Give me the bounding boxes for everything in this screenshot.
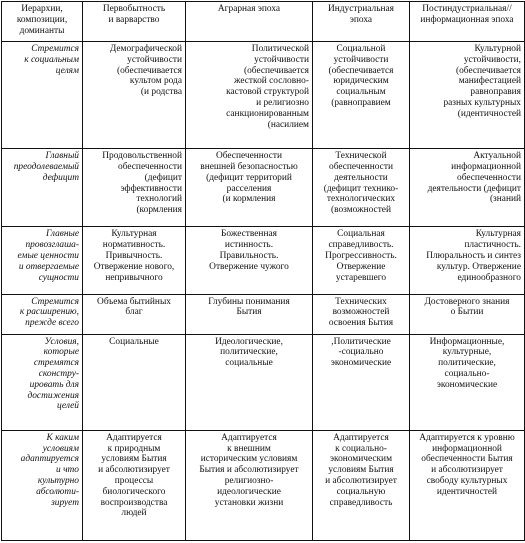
cell-text-line: освоения Бытия: [328, 318, 394, 329]
cell-text-line: идеологические: [217, 486, 281, 497]
cell-text-line: и абсолютизирует: [431, 465, 503, 476]
cell-text-line: Демографической: [109, 44, 182, 55]
cell-text-line: Технических: [335, 296, 387, 307]
cell-text-line: к внешним: [227, 443, 271, 454]
table-row: [2, 42, 525, 149]
civilization-epochs-table: [1, 1, 525, 541]
cell-primitive: [83, 42, 186, 149]
cell-text-line: Плюральность и синтез: [426, 250, 521, 261]
cell-text-line: и варварство: [108, 14, 160, 25]
table-row: [2, 430, 525, 540]
cell-text-line: (равноправием: [331, 98, 391, 109]
cell-text-line: композиции,: [16, 14, 68, 25]
cell-text-line: Продовольственной: [102, 151, 182, 162]
cell-text-line: (и кормления: [222, 194, 276, 205]
cell-text-line: стремятся: [33, 358, 79, 369]
cell-text-line: социальную: [336, 486, 386, 497]
cell-industrial: [313, 42, 410, 149]
cell-text-line: культур. Отвержение: [436, 261, 521, 272]
cell-text-line: устойчивости: [127, 54, 182, 65]
cell-industrial: [313, 149, 410, 227]
cell-text-line: Информационные,: [429, 336, 505, 347]
cell-text-line: пластичность.: [464, 240, 521, 251]
cell-text-line: Бытия: [236, 307, 262, 318]
cell-text-line: эпоха: [349, 14, 373, 25]
cell-text-line: ировать для: [29, 379, 79, 390]
cell-industrial: [313, 334, 410, 430]
cell-text-line: условиям: [42, 443, 79, 454]
cell-text-line: (обеспечивается: [456, 65, 521, 76]
cell-text-line: Социальной: [336, 44, 386, 55]
row-header: [2, 294, 83, 334]
cell-text-line: устойчивости,: [463, 54, 521, 65]
cell-text-line: политические,: [220, 347, 278, 358]
cell-text-line: социальным: [336, 87, 386, 98]
cell-text-line: (дефицит: [144, 172, 182, 183]
cell-text-line: целям: [55, 65, 79, 76]
cell-text-line: Идеологические,: [215, 336, 283, 347]
row-header: [2, 149, 83, 227]
cell-text-line: Отвержение чужого: [209, 261, 289, 272]
cell-text-line: Отвержение: [336, 261, 386, 272]
cell-text-line: информационной: [432, 443, 502, 454]
cell-text-line: Достоверного знания: [424, 296, 510, 307]
cell-text-line: условиям Бытия: [328, 465, 394, 476]
cell-text-line: устойчивости: [254, 54, 309, 65]
cell-text-line: Аграрная эпоха: [217, 4, 281, 14]
cell-text-line: манифестацией: [458, 76, 521, 87]
cell-text-line: деятельности (дефицит: [427, 183, 521, 194]
cell-text-line: единообразного: [457, 272, 521, 283]
cell-text-line: и религиозно: [256, 98, 309, 109]
cell-text-line: к социально-: [335, 443, 387, 454]
cell-agrarian: [186, 227, 313, 294]
cell-text-line: условиям Бытия: [101, 454, 167, 465]
cell-text-line: непривычного: [105, 272, 163, 283]
cell-text-line: доминанты: [19, 25, 65, 36]
cell-postindustrial: [410, 227, 525, 294]
cell-text-line: преодолеваемый: [13, 162, 79, 173]
cell-text-line: Стремится: [31, 296, 79, 307]
cell-agrarian: [186, 430, 313, 540]
cell-text-line: ,Политические: [331, 336, 391, 347]
cell-text-line: Условия,: [44, 336, 79, 347]
cell-text-line: социальные: [225, 358, 273, 369]
cell-text-line: целей: [56, 401, 79, 412]
cell-text-line: Иерархии,: [21, 4, 63, 14]
cell-text-line: сущности: [38, 272, 79, 283]
cell-text-line: Прогрессивность.: [325, 250, 397, 261]
cell-text-line: Актуальной: [473, 151, 521, 162]
cell-text-line: культурно: [37, 475, 79, 486]
cell-text-line: к социальным: [24, 54, 79, 65]
cell-text-line: эффективности: [120, 183, 182, 194]
cell-text-line: технологических: [326, 194, 396, 205]
cell-text-line: социально-: [444, 368, 490, 379]
cell-text-line: (дефицит территорий: [206, 172, 292, 183]
cell-text-line: (обеспечивается: [244, 65, 309, 76]
cell-text-line: абсолюти-: [36, 486, 79, 497]
cell-text-line: (идентичностей: [457, 108, 521, 119]
table-row: [2, 149, 525, 227]
table-row: [2, 227, 525, 294]
cell-text-line: Правильность.: [219, 250, 279, 261]
cell-text-line: истинность.: [224, 240, 274, 251]
cell-text-line: справедливость.: [328, 240, 394, 251]
cell-text-line: Культурная: [475, 229, 521, 240]
cell-text-line: идентичностей: [436, 486, 498, 497]
cell-agrarian: [186, 42, 313, 149]
cell-text-line: -социально: [338, 347, 384, 358]
cell-text-line: устойчивости: [333, 54, 389, 65]
column-header-hierarchy: [2, 2, 83, 42]
cell-text-line: Божественная: [221, 229, 277, 240]
cell-primitive: [83, 227, 186, 294]
cell-text-line: достижения: [27, 390, 79, 401]
cell-text-line: установки жизни: [214, 497, 284, 508]
cell-text-line: Индустриальная: [327, 4, 394, 14]
table-header-row: [2, 2, 525, 42]
cell-postindustrial: [410, 294, 525, 334]
cell-text-line: о Бытии: [450, 307, 484, 318]
cell-text-line: нормативность.: [102, 240, 166, 251]
cell-text-line: (обеспечивается: [117, 65, 182, 76]
cell-text-line: обеспеченности Бытия: [421, 454, 513, 465]
cell-text-line: людей: [121, 508, 147, 519]
cell-text-line: и абсолютизирует: [98, 465, 170, 476]
cell-text-line: кастовой структурой: [226, 87, 309, 98]
cell-industrial: [313, 294, 410, 334]
cell-text-line: возможностей: [332, 307, 390, 318]
cell-text-line: (кормления: [136, 205, 182, 216]
cell-text-line: равноправия: [470, 87, 521, 98]
cell-text-line: Главные: [46, 229, 79, 240]
table-row: [2, 334, 525, 430]
cell-text-line: информационной: [451, 162, 521, 173]
cell-text-line: юридическим: [333, 76, 389, 87]
cell-text-line: Адаптируется: [333, 432, 389, 443]
cell-postindustrial: [410, 42, 525, 149]
column-header-primitive: [83, 2, 186, 42]
cell-text-line: (обеспечивается: [328, 65, 394, 76]
cell-text-line: культом рода: [129, 76, 182, 87]
cell-text-line: (и родства: [140, 87, 182, 98]
row-header: [2, 42, 83, 149]
cell-text-line: которые: [43, 347, 79, 358]
cell-text-line: экономическим: [329, 454, 393, 465]
cell-text-line: биологического: [102, 486, 166, 497]
cell-text-line: дефицит: [42, 172, 79, 183]
cell-text-line: Технической: [335, 151, 387, 162]
cell-primitive: [83, 149, 186, 227]
cell-text-line: процессы: [114, 475, 154, 486]
cell-text-line: прежде всего: [25, 318, 79, 329]
cell-industrial: [313, 430, 410, 540]
cell-text-line: воспроизводства: [100, 497, 168, 508]
cell-agrarian: [186, 294, 313, 334]
cell-text-line: Привычность.: [105, 250, 163, 261]
cell-text-line: Культурная: [111, 229, 157, 240]
cell-text-line: жесткой сословно-: [234, 76, 309, 87]
cell-text-line: Объема бытийных: [97, 296, 171, 307]
cell-text-line: информационная эпоха: [420, 14, 514, 25]
cell-text-line: деятельности: [334, 172, 388, 183]
cell-text-line: Политической: [251, 44, 309, 55]
row-header: [2, 430, 83, 540]
cell-text-line: Отвержение нового,: [93, 261, 175, 272]
cell-text-line: технологий: [136, 194, 182, 205]
cell-text-line: сконстру-: [38, 368, 79, 379]
cell-text-line: (возможностей: [331, 205, 391, 216]
cell-text-line: (знаний: [489, 194, 521, 205]
cell-text-line: К каким: [46, 432, 79, 443]
cell-text-line: к природным: [107, 443, 161, 454]
cell-primitive: [83, 294, 186, 334]
cell-text-line: к расширению,: [19, 307, 79, 318]
cell-text-line: Первобытность: [102, 4, 166, 14]
cell-text-line: санкционированным: [226, 108, 309, 119]
cell-text-line: Адаптируется: [106, 432, 162, 443]
cell-text-line: Главный: [45, 151, 79, 162]
cell-primitive: [83, 334, 186, 430]
cell-text-line: обеспеченности: [118, 162, 182, 173]
cell-text-line: Социальная: [337, 229, 385, 240]
cell-text-line: провозглаша-: [25, 240, 79, 251]
column-header-agrarian: [186, 2, 313, 42]
cell-text-line: устаревшего: [335, 272, 387, 283]
cell-text-line: Адаптируется: [221, 432, 277, 443]
cell-agrarian: [186, 334, 313, 430]
cell-text-line: (насилием: [267, 119, 309, 130]
cell-text-line: Стремится: [31, 44, 79, 55]
cell-postindustrial: [410, 430, 525, 540]
cell-text-line: справедливость: [329, 497, 393, 508]
cell-text-line: (дефицит технико-: [323, 183, 399, 194]
table-row: [2, 294, 525, 334]
cell-industrial: [313, 227, 410, 294]
cell-text-line: разных культурных: [443, 98, 521, 109]
cell-text-line: обеспеченности: [457, 172, 521, 183]
cell-agrarian: [186, 149, 313, 227]
cell-text-line: Культурной: [474, 44, 521, 55]
cell-text-line: культурные,: [442, 347, 492, 358]
cell-text-line: емые ценности: [17, 250, 79, 261]
cell-text-line: и что: [56, 465, 79, 476]
cell-text-line: и отвергаемые: [18, 261, 79, 272]
cell-text-line: и абсолютизирует: [325, 475, 397, 486]
cell-text-line: внешней безопасностью: [200, 162, 298, 173]
cell-text-line: адаптируется: [20, 454, 79, 465]
cell-text-line: расселения: [226, 183, 272, 194]
cell-postindustrial: [410, 149, 525, 227]
cell-text-line: обеспеченности: [329, 162, 393, 173]
cell-text-line: свободу культурных: [426, 475, 508, 486]
cell-text-line: политические,: [438, 358, 496, 369]
cell-text-line: благ: [125, 307, 143, 318]
cell-primitive: [83, 430, 186, 540]
cell-text-line: Обеспеченности: [215, 151, 283, 162]
cell-text-line: зирует: [51, 497, 79, 508]
cell-postindustrial: [410, 334, 525, 430]
cell-text-line: религиозно-: [224, 475, 274, 486]
column-header-industrial: [313, 2, 410, 42]
cell-text-line: Глубины понимания: [208, 296, 290, 307]
cell-text-line: Адаптируется к уровню: [419, 432, 515, 443]
cell-text-line: Бытия и абсолютизирует: [199, 465, 299, 476]
cell-text-line: историческим условиям: [200, 454, 298, 465]
row-header: [2, 227, 83, 294]
cell-text-line: Постиндустриальная//: [422, 4, 512, 14]
row-header: [2, 334, 83, 430]
cell-text-line: экономические: [330, 358, 392, 369]
cell-text-line: Социальные: [109, 336, 159, 347]
column-header-postindustrial: [410, 2, 525, 42]
cell-text-line: экономические: [436, 379, 498, 390]
